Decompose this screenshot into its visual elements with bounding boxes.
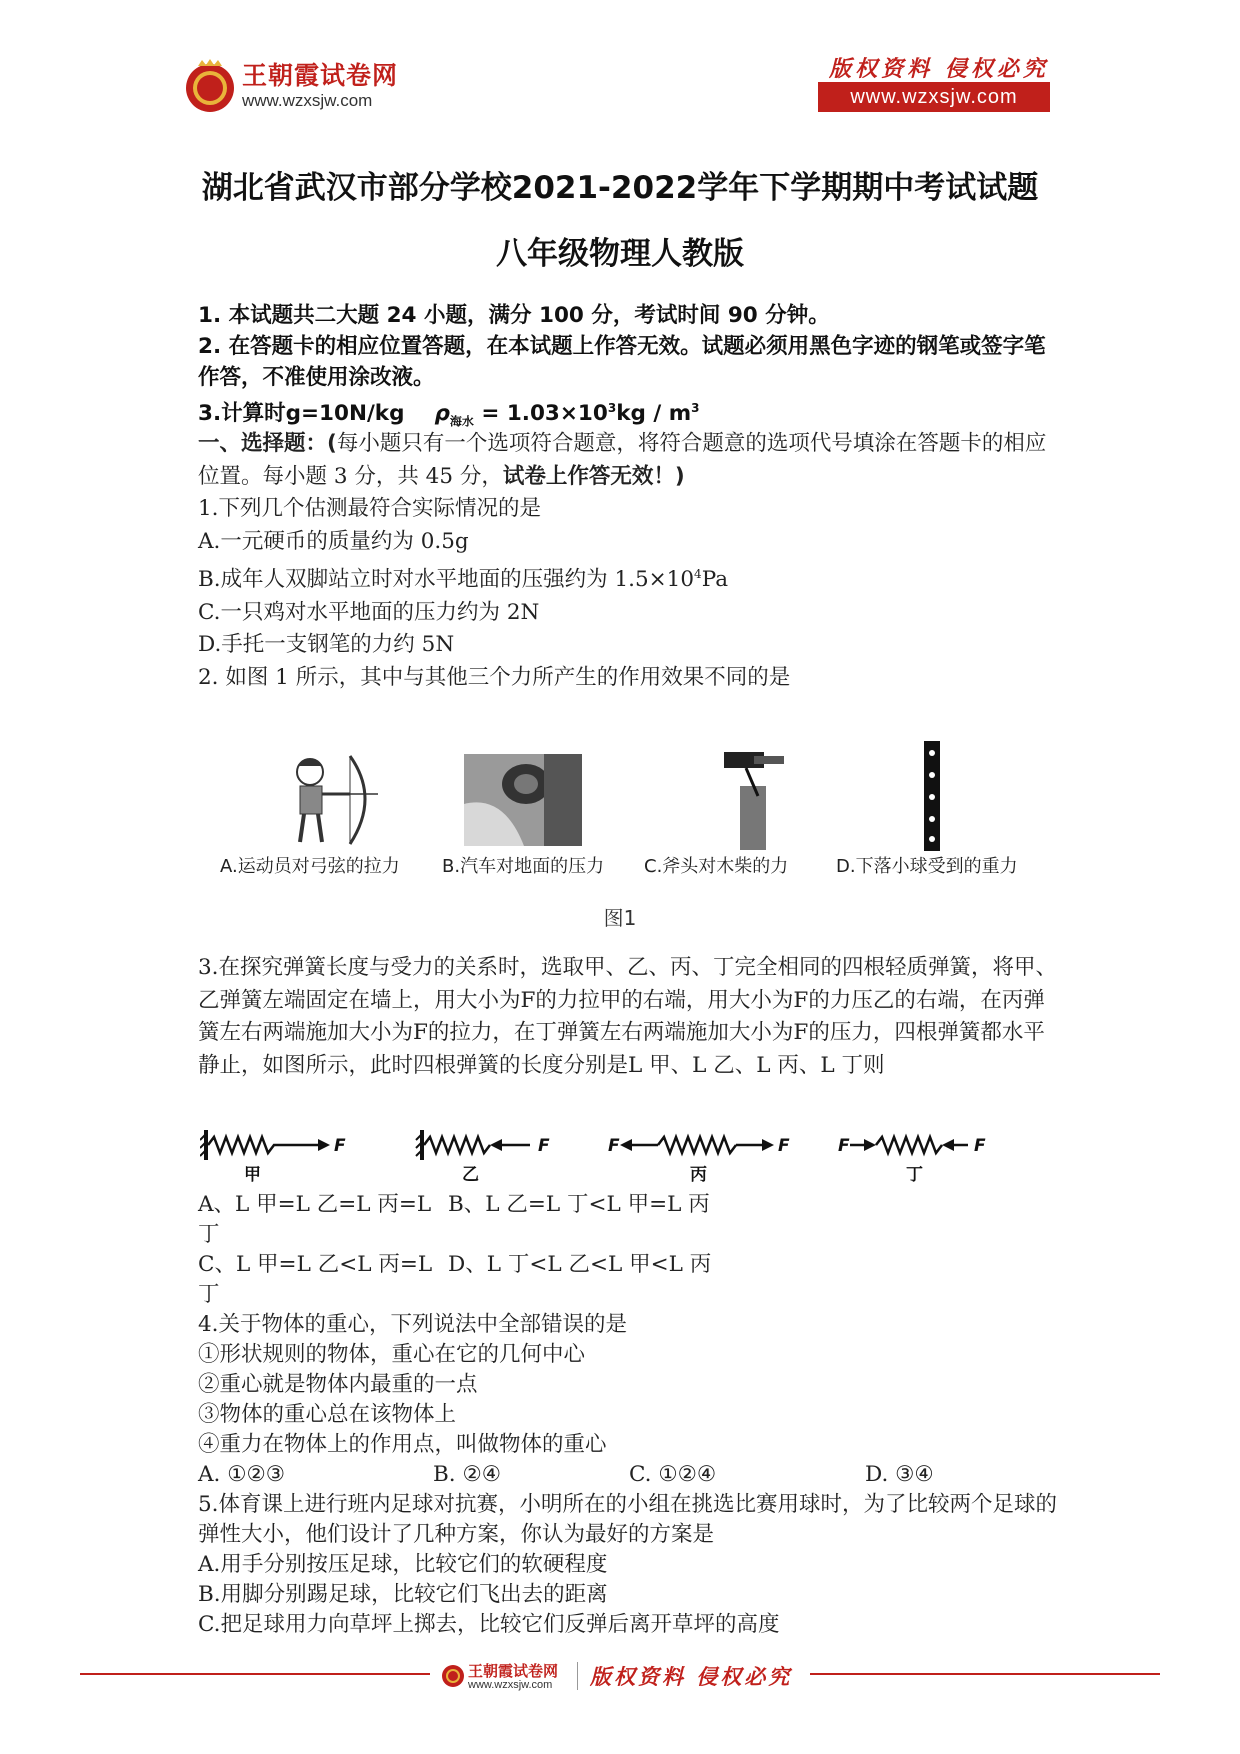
brand-logo-icon — [180, 56, 240, 116]
footer-copyright: 版权资料 侵权必究 — [590, 1664, 793, 1689]
q4-item-1: ①形状规则的物体，重心在它的几何中心 — [198, 1342, 586, 1367]
footer-line-right — [810, 1673, 1160, 1675]
figure-1-label: 图1 — [603, 906, 637, 930]
q3-stem: 3.在探究弹簧长度与受力的关系时，选取甲、乙、丙、丁完全相同的四根轻质弹簧，将甲、乙弹簧左端固定在墙上，用大小为F的力拉甲的右端，用大小为F的力压乙的右端，在丙弹簧左右两端施加大小为F的拉力，在丁弹簧左右两端施加大小为F的压力，四根弹簧都水平静止，如图所示，此时四根弹簧的长度分别是L 甲、L 乙、L 丙、L 丁则 — [198, 955, 1058, 1078]
q3-option-d: D、L 丁<L 乙<L 甲<L 丙 — [448, 1252, 712, 1277]
q4-option-d: D. ③④ — [865, 1462, 934, 1487]
caption-c: C.斧头对木柴的力 — [644, 856, 789, 877]
caption-a: A.运动员对弓弦的拉力 — [220, 856, 400, 877]
force-label-yi: F — [538, 1136, 550, 1156]
spring-label-bing: 丙 — [690, 1165, 707, 1185]
footer-brand: 王朝霞试卷网 — [468, 1662, 559, 1680]
springs-figure — [200, 1126, 1060, 1186]
q1-option-c: C.一只鸡对水平地面的压力约为 2N — [198, 599, 540, 625]
question-3 — [198, 952, 1058, 1082]
section-1-heading: 一、选择题：(每小题只有一个选项符合题意，将符合题意的选项代号填涂在答题卡的相应位置。每小题 3 分，共 45 分，试卷上作答无效！) — [198, 431, 1047, 489]
q5-stem: 5.体育课上进行班内足球对抗赛，小明所在的小组在挑选比赛用球时，为了比较两个足球的弹性大小，他们设计了几种方案，你认为最好的方案是 — [198, 1492, 1058, 1547]
note-1: 1. 本试题共二大题 24 小题，满分 100 分，考试时间 90 分钟。 — [198, 303, 830, 328]
q3-option-c: C、L 甲=L 乙<L 丙=L 丁 — [198, 1252, 433, 1307]
page-subtitle: 八年级物理人教版 — [496, 236, 744, 272]
caption-b: B.汽车对地面的压力 — [442, 856, 605, 877]
q4-option-b: B. ②④ — [433, 1462, 502, 1487]
caption-d: D.下落小球受到的重力 — [836, 856, 1018, 877]
q5-option-a: A.用手分别按压足球，比较它们的软硬程度 — [198, 1552, 608, 1577]
q1-option-d: D.手托一支钢笔的力约 5N — [198, 632, 455, 658]
q4-option-a: A. ①②③ — [198, 1462, 286, 1487]
spring-bing — [608, 1136, 790, 1185]
footer-separator — [577, 1662, 578, 1690]
force-label-bing-left: F — [608, 1136, 620, 1156]
q3-options-row-2 — [198, 1250, 1058, 1310]
page-title: 湖北省武汉市部分学校2021-2022学年下学期期中考试试题 — [201, 170, 1039, 206]
force-label-ding-left: F — [838, 1136, 850, 1156]
archer-figure — [288, 740, 383, 860]
q4-item-4: ④重力在物体上的作用点，叫做物体的重心 — [198, 1432, 607, 1457]
header-brand: 王朝霞试卷网 — [242, 61, 399, 90]
force-label-bing-right: F — [778, 1136, 790, 1156]
q1-option-a: A.一元硬币的质量约为 0.5g — [198, 528, 469, 554]
footer-url[interactable]: www.wzxsjw.com — [468, 1679, 553, 1691]
q3-option-a: A、L 甲=L 乙=L 丙=L 丁 — [198, 1192, 432, 1247]
force-label-ding-right: F — [974, 1136, 986, 1156]
spring-label-jia: 甲 — [244, 1165, 261, 1185]
footer-line-left — [80, 1673, 430, 1675]
q3-option-b: B、L 乙=L 丁<L 甲=L 丙 — [448, 1192, 710, 1217]
q4-item-3: ③物体的重心总在该物体上 — [198, 1402, 457, 1427]
spring-jia — [200, 1130, 346, 1185]
q4-options — [198, 1460, 1058, 1490]
car-wheel-figure — [464, 740, 582, 860]
falling-ball-figure — [922, 736, 942, 856]
header-url-box[interactable]: www.wzxsjw.com — [818, 82, 1050, 112]
q5-option-c: C.把足球用力向草坪上掷去，比较它们反弹后离开草坪的高度 — [198, 1612, 780, 1637]
questions-3-5 — [198, 1190, 1058, 1640]
header-copyright: 版权资料 侵权必究 — [829, 56, 1049, 82]
force-label-jia: F — [334, 1136, 346, 1156]
section-1 — [198, 428, 1058, 694]
q5-option-b: B.用脚分别踢足球，比较它们飞出去的距离 — [198, 1582, 608, 1607]
q1-stem: 1.下列几个估测最符合实际情况的是 — [198, 496, 542, 521]
q2-stem: 2. 如图 1 所示，其中与其他三个力所产生的作用效果不同的是 — [198, 664, 791, 690]
spring-label-ding: 丁 — [906, 1165, 923, 1185]
q4-item-2: ②重心就是物体内最重的一点 — [198, 1372, 478, 1397]
q4-option-c: C. ①②④ — [629, 1462, 717, 1487]
note-3: 3.计算时g=10N/kg $\rho_{海水} = 1.03\times 10^3kg / m^3$ — [198, 401, 700, 429]
spring-yi — [416, 1130, 550, 1185]
spring-ding — [838, 1136, 986, 1185]
q1-option-b: B.成年人双脚站立时对水平地面的压强约为 $1.5\times 10^4Pa$ — [198, 567, 729, 593]
exam-notes — [198, 300, 1058, 437]
note-2: 2. 在答题卡的相应位置答题，在本试题上作答无效。试题必须用黑色字迹的钢笔或签字笔作答，不准使用涂改液。 — [198, 334, 1046, 390]
spring-label-yi: 乙 — [462, 1165, 479, 1185]
q3-options-row-1 — [198, 1190, 1058, 1250]
q4-stem: 4.关于物体的重心，下列说法中全部错误的是 — [198, 1312, 628, 1337]
axe-wood-figure — [706, 738, 796, 858]
header-url[interactable]: www.wzxsjw.com — [242, 91, 373, 110]
footer-logo-icon — [440, 1662, 466, 1688]
